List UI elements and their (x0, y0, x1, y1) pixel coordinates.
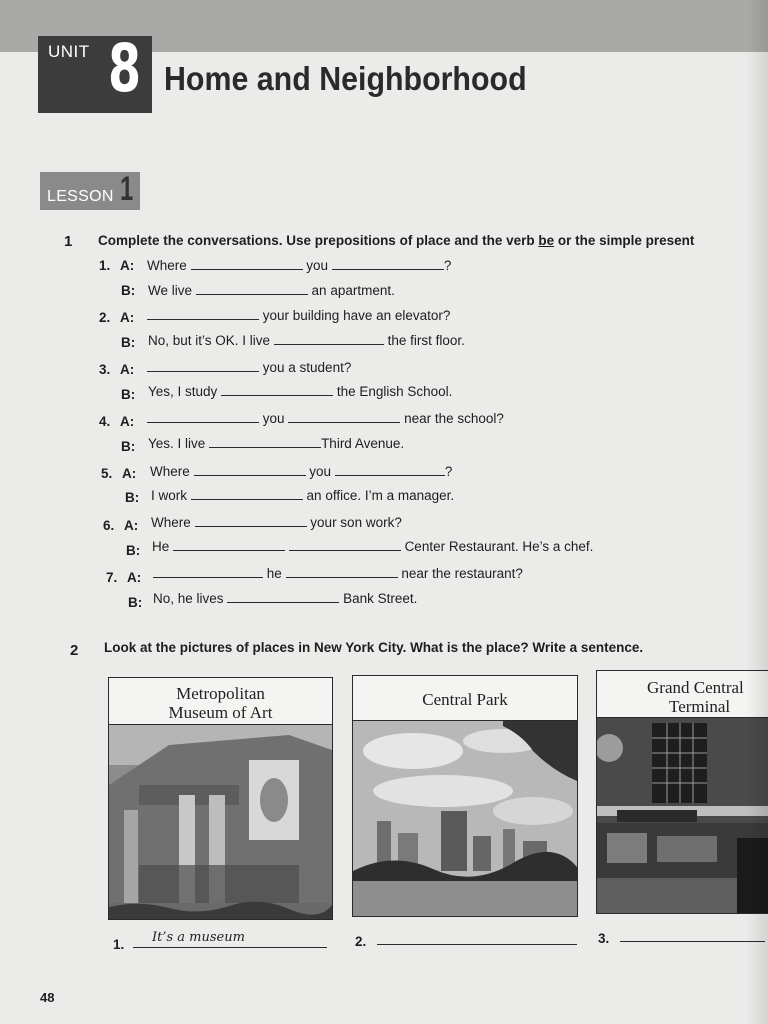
line-text: you (306, 258, 329, 273)
unit-label: UNIT (48, 42, 90, 61)
exercise-2-instruction: Look at the pictures of places in New York City. What is the place? Write a sentence. (104, 640, 644, 655)
line-text: I work (151, 488, 188, 503)
page-title: Home and Neighborhood (164, 60, 527, 97)
speaker-a: A: (120, 414, 135, 429)
line-text: the first floor. (387, 333, 465, 348)
answer-blank[interactable] (209, 436, 321, 448)
picture-museum (108, 677, 333, 920)
line-text: you (309, 464, 332, 479)
caption-line: Grand Central (647, 678, 744, 697)
question-3-a-line (147, 360, 351, 375)
answer-blank[interactable] (335, 464, 445, 476)
line-text: an apartment. (311, 283, 395, 298)
question-6-a-line (151, 515, 402, 530)
question-3-b-line (148, 384, 452, 399)
instruction-underlined: be (538, 233, 555, 248)
answer-blank[interactable] (221, 384, 333, 396)
answer-blank[interactable] (227, 591, 339, 603)
picture-caption (109, 684, 332, 722)
answer-1-text[interactable]: It’s a museum (152, 930, 245, 945)
answer-1-number: 1. (113, 937, 125, 952)
answer-blank[interactable] (173, 539, 285, 551)
line-text: Center Restaurant. He’s a chef. (404, 539, 594, 554)
instruction-text: Complete the conversations. Use prepositions of place and the verb (98, 233, 539, 248)
line-text: Where (150, 464, 190, 479)
line-text: Third Avenue. (321, 436, 405, 451)
speaker-b: B: (125, 490, 140, 505)
answer-blank[interactable] (147, 411, 259, 423)
answer-blank[interactable] (153, 566, 263, 578)
question-5-a-line (150, 464, 452, 479)
exercise-1-instruction (98, 233, 694, 248)
line-text: ? (443, 258, 452, 273)
answer-3-line[interactable] (620, 940, 765, 942)
exercise-2-number: 2 (70, 642, 79, 659)
caption-line: Metropolitan (176, 684, 265, 703)
answer-1-line[interactable] (133, 946, 327, 948)
line-text: near the restaurant? (401, 566, 523, 581)
question-4-number: 4. (99, 414, 111, 429)
question-1-number: 1. (99, 258, 111, 273)
answer-blank[interactable] (195, 515, 307, 527)
answer-blank[interactable] (196, 283, 308, 295)
answer-blank[interactable] (191, 258, 303, 270)
line-text: he (266, 566, 282, 581)
instruction-text-end: or the simple present (554, 233, 695, 248)
park-photo (353, 720, 577, 916)
lesson-number: 1 (120, 170, 134, 208)
speaker-a: A: (120, 310, 135, 325)
speaker-b: B: (121, 439, 136, 454)
question-4-b-line (148, 436, 404, 451)
line-text: the English School. (336, 384, 453, 399)
question-2-number: 2. (99, 310, 111, 325)
caption-line: Terminal (669, 697, 731, 716)
question-6-b-line (152, 539, 593, 554)
speaker-a: A: (122, 466, 137, 481)
answer-blank[interactable] (191, 488, 303, 500)
question-2-b-line (148, 333, 465, 348)
answer-blank[interactable] (286, 566, 398, 578)
picture-terminal (596, 670, 768, 914)
museum-photo (109, 724, 332, 919)
speaker-a: A: (120, 258, 135, 273)
caption-line: Museum of Art (168, 703, 273, 722)
speaker-b: B: (126, 543, 141, 558)
speaker-a: A: (127, 570, 142, 585)
speaker-a: A: (120, 362, 135, 377)
answer-2-line[interactable] (377, 943, 577, 945)
question-1-a-line (147, 258, 451, 273)
line-text: Yes. I live (148, 436, 206, 451)
page-number: 48 (40, 990, 55, 1005)
line-text: you (262, 411, 285, 426)
answer-2-number: 2. (355, 934, 367, 949)
answer-blank[interactable] (288, 411, 400, 423)
speaker-a: A: (124, 518, 139, 533)
line-text: Yes, I study (148, 384, 218, 399)
lesson-label: LESSON (47, 188, 114, 205)
speaker-b: B: (121, 335, 136, 350)
page-edge-shadow (746, 0, 768, 1024)
picture-park (352, 675, 578, 917)
question-7-a-line (153, 566, 523, 581)
answer-blank[interactable] (289, 539, 401, 551)
question-6-number: 6. (103, 518, 115, 533)
line-text: We live (148, 283, 193, 298)
speaker-b: B: (128, 595, 143, 610)
line-text: your son work? (310, 515, 402, 530)
line-text: Bank Street. (343, 591, 418, 606)
question-4-a-line (147, 411, 504, 426)
answer-blank[interactable] (274, 333, 384, 345)
answer-blank[interactable] (147, 308, 259, 320)
line-text: your building have an elevator? (262, 308, 451, 323)
line-text: near the school? (404, 411, 504, 426)
picture-caption (353, 690, 577, 709)
question-5-number: 5. (101, 466, 113, 481)
question-5-b-line (151, 488, 454, 503)
question-7-number: 7. (106, 570, 118, 585)
question-2-a-line (147, 308, 450, 323)
speaker-b: B: (121, 387, 136, 402)
line-text: No, he lives (153, 591, 224, 606)
terminal-photo (597, 717, 768, 913)
answer-3-number: 3. (598, 931, 610, 946)
line-text: Where (151, 515, 191, 530)
question-3-number: 3. (99, 362, 111, 377)
speaker-b: B: (121, 283, 136, 298)
line-text: Where (147, 258, 187, 273)
line-text: No, but it’s OK. I live (148, 333, 271, 348)
line-text: ? (444, 464, 453, 479)
unit-number: 8 (108, 30, 142, 107)
line-text: an office. I’m a manager. (306, 488, 455, 503)
line-text: you a student? (262, 360, 352, 375)
answer-blank[interactable] (194, 464, 306, 476)
line-text: He (152, 539, 170, 554)
exercise-1-number: 1 (64, 233, 73, 250)
answer-blank[interactable] (147, 360, 259, 372)
question-1-b-line (148, 283, 395, 298)
caption-line: Central Park (422, 690, 508, 709)
answer-blank[interactable] (332, 258, 444, 270)
question-7-b-line (153, 591, 417, 606)
